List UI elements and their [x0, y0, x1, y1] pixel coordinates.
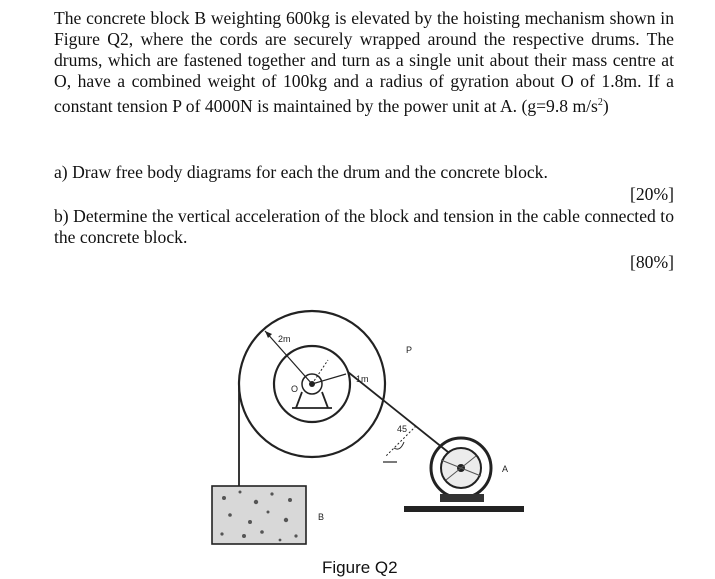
label-p: P: [406, 345, 413, 355]
label-2m: 2m: [278, 334, 291, 344]
part-a-marks: [20%]: [630, 184, 674, 204]
part-b-text: b) Determine the vertical acceleration of the block and tension in the cable connected to the concrete block.: [54, 206, 674, 247]
part-b-marks: [80%]: [630, 252, 674, 272]
label-45: 45: [397, 424, 408, 434]
figure-caption: Figure Q2: [322, 558, 398, 577]
concrete-block-b: [212, 486, 306, 544]
ground: [404, 506, 524, 512]
label-o: O: [291, 384, 299, 394]
power-unit-mount: [440, 494, 484, 502]
label-a: A: [502, 464, 509, 474]
problem-intro-end: ): [602, 95, 609, 116]
part-a-text: a) Draw free body diagrams for each the drum and the concrete block.: [54, 162, 548, 182]
units-superscript: 2: [597, 97, 603, 108]
label-1m: 1m: [356, 374, 369, 384]
tension-cable-p: [348, 372, 448, 452]
problem-intro: The concrete block B weighting 600kg is elevated by the hoisting mechanism shown in Figure Q2, where the cords are securely wrapped around the respective drums. The drums, which are fastened together and turn as a single unit about their mass centre at O, have a combined weight of 100kg and a radius of gyration about O of 1.8m. If a constant tension P of 4000N is maintained by the power unit at A. (g=9.8 m/s: [54, 8, 674, 116]
label-b: B: [318, 512, 325, 522]
